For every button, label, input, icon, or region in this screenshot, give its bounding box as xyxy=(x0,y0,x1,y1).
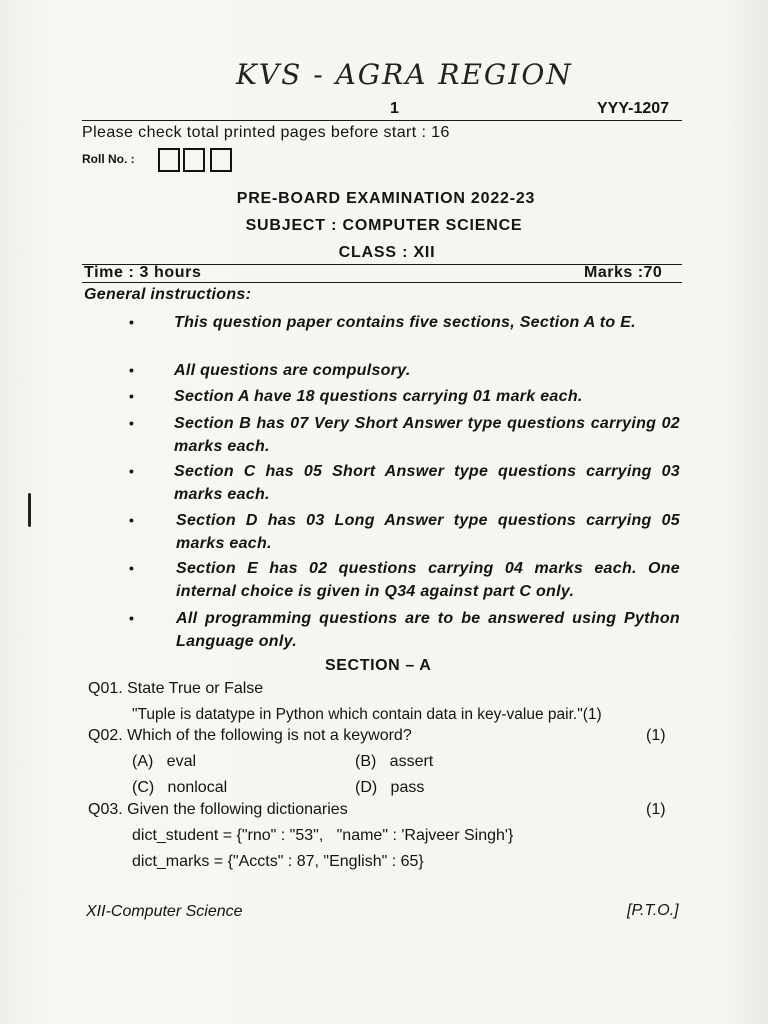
question-2-option-c: (C) nonlocal xyxy=(132,779,228,796)
bullet: • xyxy=(129,463,134,479)
roll-label: Roll No. : xyxy=(82,152,135,166)
instruction-item: All questions are compulsory. xyxy=(174,362,411,379)
check-pages-note: Please check total printed pages before start : 16 xyxy=(82,124,450,141)
exam-time: Time : 3 hours xyxy=(84,264,202,281)
roll-box-1 xyxy=(158,148,180,172)
top-rule xyxy=(82,120,682,121)
bullet: • xyxy=(129,388,134,404)
bullet: • xyxy=(129,362,134,378)
question-3-code-line-2: dict_marks = {"Accts" : 87, "English" : 65} xyxy=(132,853,424,870)
bullet: • xyxy=(129,314,134,330)
question-1-statement: "Tuple is datatype in Python which contain data in key-value pair."(1) xyxy=(132,706,602,723)
instruction-item: Section E has 02 questions carrying 04 marks each. One internal choice is given in Q34 against part C only. xyxy=(176,560,680,600)
bullet: • xyxy=(129,560,134,576)
question-1-label: Q01. State True or False xyxy=(88,680,264,697)
bullet: • xyxy=(129,512,134,528)
section-heading: SECTION – A xyxy=(325,657,432,674)
exam-class: CLASS : XII xyxy=(338,244,436,261)
question-2-option-d: (D) pass xyxy=(355,779,425,796)
instruction-item: Section D has 03 Long Answer type questions carrying 05 marks each. xyxy=(176,512,680,552)
page-number: 1 xyxy=(390,100,399,117)
paper-code: YYY-1207 xyxy=(597,100,670,117)
instruction-item: This question paper contains five sections, Section A to E. xyxy=(174,314,636,331)
instruction-item: All programming questions are to be answered using Python Language only. xyxy=(176,610,680,650)
footer-subject: XII-Computer Science xyxy=(86,903,243,920)
margin-pen-mark xyxy=(28,493,31,527)
exam-marks: Marks :70 xyxy=(584,264,663,281)
question-3-code-line-1: dict_student = {"rno" : "53", "name" : 'Rajveer Singh'} xyxy=(132,827,514,844)
instruction-item: Section A have 18 questions carrying 01 mark each. xyxy=(174,388,583,405)
exam-title: PRE-BOARD EXAMINATION 2022-23 xyxy=(236,190,536,207)
instructions-heading: General instructions: xyxy=(84,286,252,303)
question-2-option-b: (B) assert xyxy=(355,753,434,770)
footer-pto: [P.T.O.] xyxy=(627,902,679,919)
bullet: • xyxy=(129,610,134,626)
instruction-item: Section C has 05 Short Answer type questions carrying 03 marks each. xyxy=(174,463,680,503)
question-2-option-a: (A) eval xyxy=(132,753,197,770)
question-3-marks: (1) xyxy=(646,801,666,818)
question-2-marks: (1) xyxy=(646,727,666,744)
roll-box-2 xyxy=(183,148,205,172)
time-rule xyxy=(82,282,682,283)
roll-box-3 xyxy=(210,148,232,172)
instruction-item: Section B has 07 Very Short Answer type questions carrying 02 marks each. xyxy=(174,415,680,455)
handwritten-region-title: KVS - AGRA REGION xyxy=(236,58,573,91)
question-2-label: Q02. Which of the following is not a keyword? xyxy=(88,727,412,744)
bullet: • xyxy=(129,415,134,431)
exam-subject: SUBJECT : COMPUTER SCIENCE xyxy=(245,217,523,234)
question-3-label: Q03. Given the following dictionaries xyxy=(88,801,348,818)
